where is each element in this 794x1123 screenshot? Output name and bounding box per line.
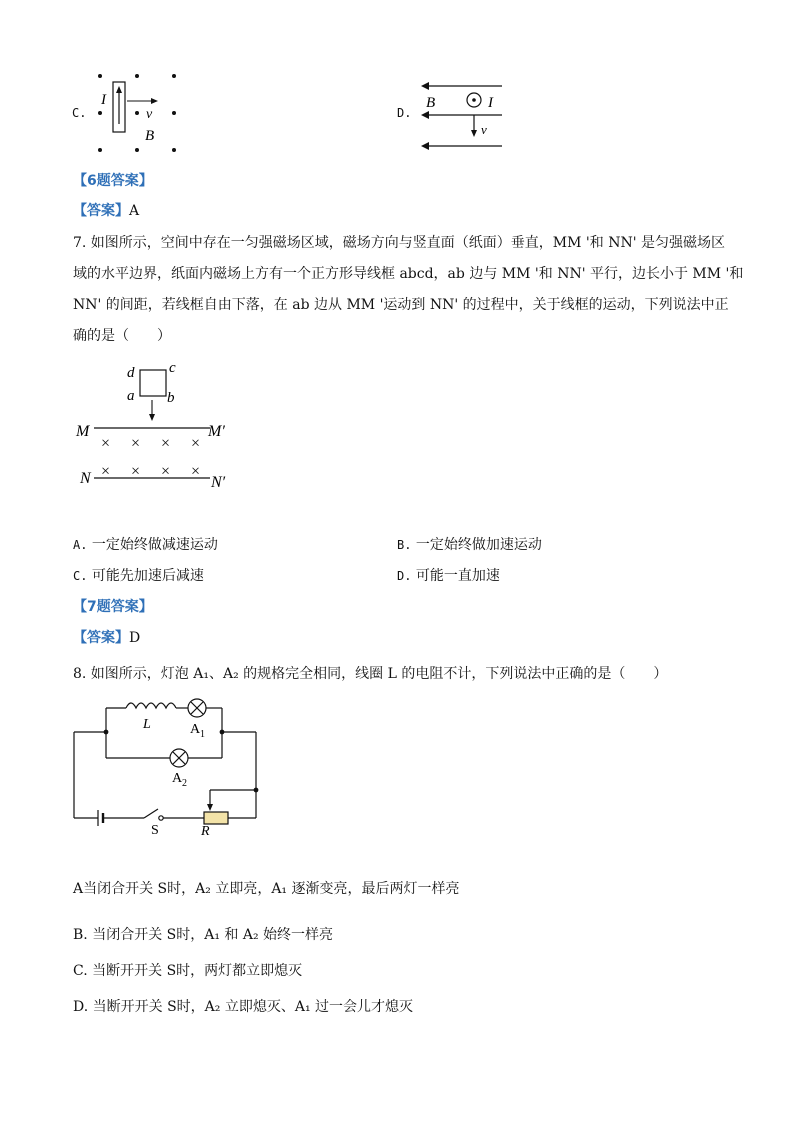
q7-label-d: d [127,365,135,381]
q7-cross: × [191,463,201,480]
q7-figure [70,356,250,496]
q6-option-c-letter: C. [72,106,87,120]
q7-answer-prefix: 【答案】 [73,630,129,646]
q6c-label-b: B [145,128,155,144]
q6-answer-value: A [129,203,140,219]
q8-circuit-figure [70,692,270,842]
q7-cross: × [101,435,111,452]
q8-stem: 8. 如图所示，灯泡 A₁、A₂ 的规格完全相同，线圈 L 的电阻不计，下列说法中正确的是（ ） [73,666,668,682]
q7-option-b-text: 一定始终做加速运动 [415,537,542,553]
q7-label-n: N [80,470,91,487]
q7-option-c[interactable] [73,566,204,586]
q8-label-coil: L [143,717,151,732]
q7-stem-line-4: 确的是（ ） [73,328,171,344]
q7-label-b: b [167,390,175,406]
q7-option-b[interactable] [397,535,542,555]
q6-answer-prefix: 【答案】 [73,203,129,219]
q8-label-a1-sub: 1 [200,729,205,740]
q7-label-a: a [127,388,135,404]
q7-option-d-text: 可能一直加速 [415,568,500,584]
q6-option-d-letter: D. [397,106,412,120]
q7-label-m: M [76,423,90,440]
q7-option-c-text: 可能先加速后减速 [91,568,204,584]
q6c-label-i: I [101,92,106,108]
q6c-label-v: v [146,107,153,122]
q6-answer [73,201,139,221]
q7-option-a-letter: A. [73,538,88,552]
q8-label-a2-sub: 2 [182,778,187,789]
q7-answer [73,628,140,648]
q6-figure-d [418,76,508,156]
q8-label-rheostat: R [201,824,210,839]
q7-option-d[interactable] [397,566,500,586]
q8-label-a2: A [172,771,183,786]
q7-label-m-prime: M′ [208,423,225,440]
q7-label-n-prime: N′ [211,474,226,491]
q7-stem-line-3: NN' 的间距，若线框自由下落，在 ab 边从 MM '运动到 NN' 的过程中，关于线框的运动，下列说法中正 [73,297,729,313]
q7-cross: × [131,435,141,452]
q7-cross: × [101,463,111,480]
q7-option-a-text: 一定始终做减速运动 [91,537,218,553]
q7-answer-header: 【7题答案】 [73,599,153,615]
q7-cross: × [161,435,171,452]
q7-stem-line-1: 7. 如图所示，空间中存在一匀强磁场区域，磁场方向与竖直面（纸面）垂直，MM '和 NN' 是匀强磁场区 [73,235,726,251]
q7-cross: × [191,435,201,452]
q6d-label-i: I [488,95,493,111]
q7-option-c-letter: C. [73,569,88,583]
q8-label-switch: S [151,823,159,838]
q8-option-c[interactable]: C. 当断开开关 S时，两灯都立即熄灭 [73,963,303,979]
q6d-label-b: B [426,95,436,111]
q8-label-a1: A [190,722,201,737]
q7-option-b-letter: B. [397,538,412,552]
q8-option-b[interactable]: B. 当闭合开关 S时，A₁ 和 A₂ 始终一样亮 [73,927,334,943]
q7-cross: × [131,463,141,480]
q7-label-c: c [169,360,176,376]
q6-figure-c [90,68,190,158]
q7-answer-value: D [129,630,141,646]
q6-answer-header: 【6题答案】 [73,173,153,189]
q7-stem-line-2: 域的水平边界，纸面内磁场上方有一个正方形导线框 abcd，ab 边与 MM '和 NN' 平行，边长小于 MM '和 [73,266,744,282]
q7-option-a[interactable] [73,535,218,555]
q8-option-d[interactable]: D. 当断开开关 S时，A₂ 立即熄灭、A₁ 过一会儿才熄灭 [73,999,414,1015]
q7-cross: × [161,463,171,480]
q8-option-a[interactable]: A当闭合开关 S时，A₂ 立即亮，A₁ 逐渐变亮，最后两灯一样亮 [73,881,460,897]
q7-option-d-letter: D. [397,569,412,583]
q6d-label-v: v [481,122,487,137]
